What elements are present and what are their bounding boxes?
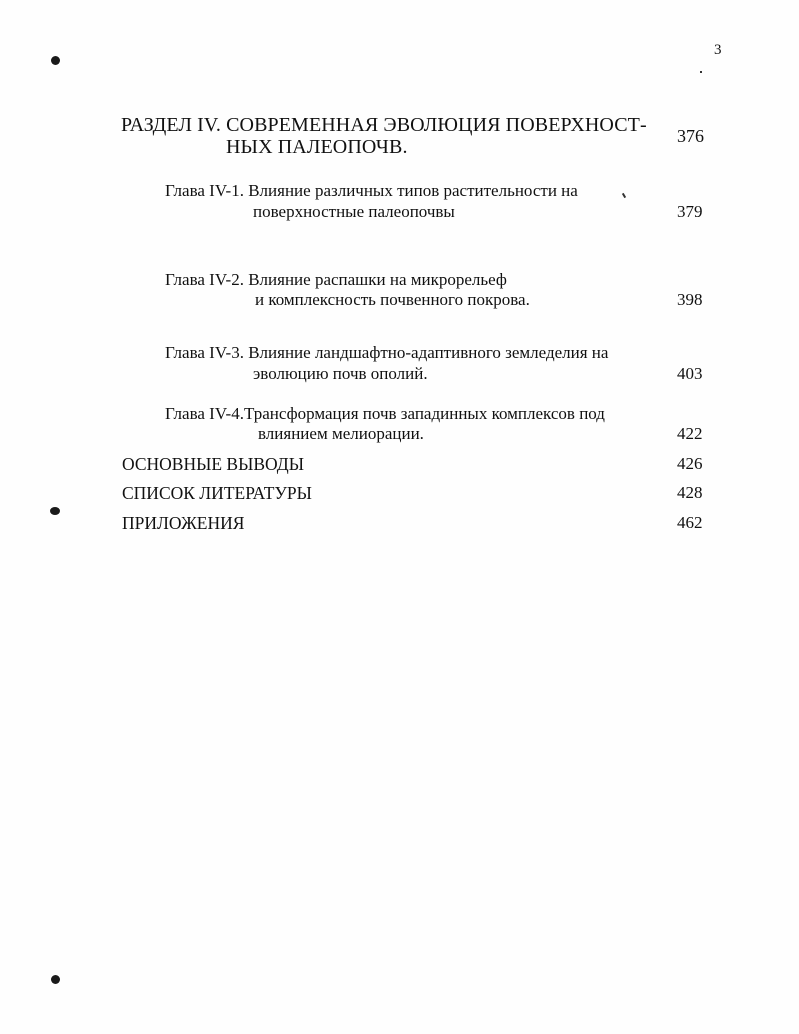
chapter-4-title-line2: влиянием мелиорации. <box>258 424 424 443</box>
punch-hole-bottom <box>51 975 60 984</box>
scan-speck <box>700 71 702 73</box>
chapter-1-title-line1: Глава IV-1. Влияние различных типов растительности на <box>165 181 578 200</box>
chapter-4-title-line1: Глава IV-4.Трансформация почв западинных комплексов под <box>165 404 605 423</box>
chapter-4-page-number: 422 <box>677 424 703 443</box>
punch-hole-middle <box>50 507 60 515</box>
chapter-1-page-number: 379 <box>677 202 703 221</box>
chapter-2-title-line2: и комплексность почвенного покрова. <box>255 290 530 309</box>
chapter-3-title-line2: эволюцию почв ополий. <box>253 364 428 383</box>
toc-entry-appendices: ПРИЛОЖЕНИЯ <box>122 513 245 533</box>
chapter-1-title-line2: поверхностные палеопочвы <box>253 202 455 221</box>
punch-hole-top <box>51 56 60 65</box>
chapter-3-page-number: 403 <box>677 364 703 383</box>
chapter-2-page-number: 398 <box>677 290 703 309</box>
toc-entry-conclusions: ОСНОВНЫЕ ВЫВОДЫ <box>122 454 305 474</box>
section-title-line2: НЫХ ПАЛЕОПОЧВ. <box>226 136 408 158</box>
section-title-line1: РАЗДЕЛ IV. СОВРЕМЕННАЯ ЭВОЛЮЦИЯ ПОВЕРХНОСТ- <box>121 114 647 136</box>
section-page-number: 376 <box>677 126 704 146</box>
toc-entry-bibliography: СПИСОК ЛИТЕРАТУРЫ <box>122 483 312 503</box>
toc-entry-bibliography-page: 428 <box>677 483 703 502</box>
scan-speck <box>622 193 626 198</box>
toc-entry-conclusions-page: 426 <box>677 454 703 473</box>
chapter-2-title-line1: Глава IV-2. Влияние распашки на микрорельеф <box>165 270 507 289</box>
page-number: 3 <box>714 42 722 58</box>
chapter-3-title-line1: Глава IV-3. Влияние ландшафтно-адаптивного земледелия на <box>165 343 609 362</box>
toc-entry-appendices-page: 462 <box>677 513 703 532</box>
